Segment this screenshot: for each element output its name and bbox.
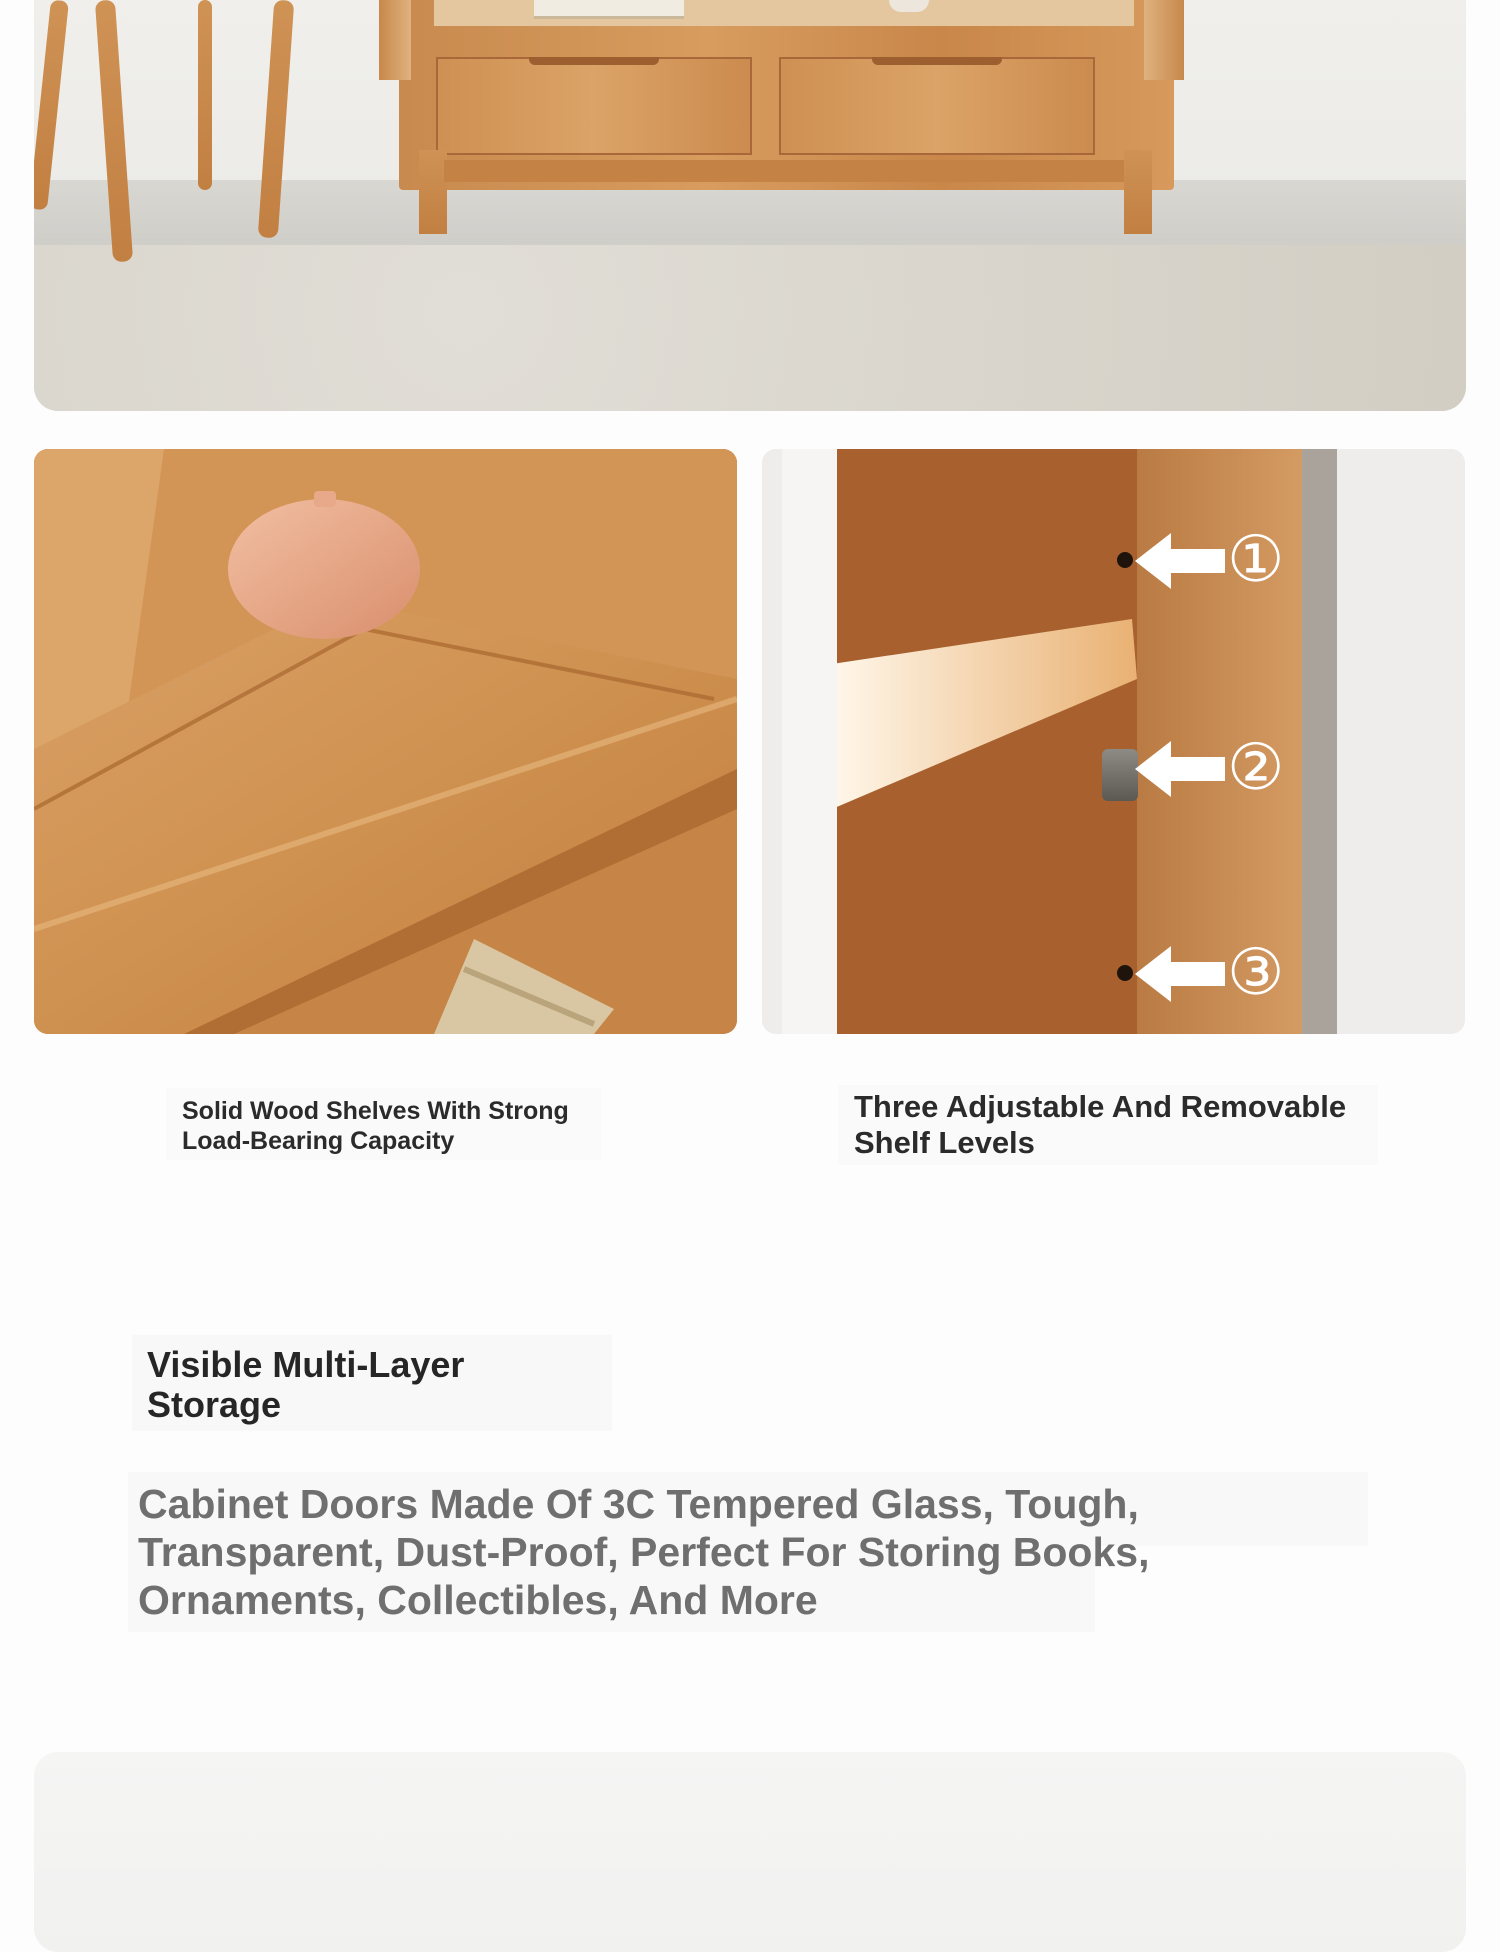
drawer-left xyxy=(436,57,752,155)
vase-base xyxy=(889,0,929,12)
stool-leg xyxy=(198,0,212,190)
floor xyxy=(34,180,1466,250)
arrow-left-icon xyxy=(1135,739,1230,804)
cabinet-leg xyxy=(1124,150,1152,234)
shelf-level-marker-1: ① xyxy=(1227,523,1285,597)
shelf-pin-hole xyxy=(1117,552,1133,568)
shelf-illustration xyxy=(34,449,737,1034)
section-description-block xyxy=(128,1472,1368,1632)
caption-shelf-levels: Three Adjustable And Removable Shelf Levels xyxy=(838,1085,1378,1165)
rug xyxy=(34,245,1466,411)
detail-photo-shelf-pins xyxy=(762,449,1465,1034)
drawer-right xyxy=(779,57,1095,155)
glass-door-right xyxy=(1144,0,1184,80)
product-photo-next xyxy=(34,1752,1466,1952)
arrow-left-icon xyxy=(1135,944,1230,1009)
stool-leg xyxy=(34,0,69,210)
cabinet-base-rail xyxy=(444,160,1124,182)
drawer-handle xyxy=(872,57,1002,65)
shelf-pin-bracket xyxy=(1102,749,1138,801)
arrow-left-icon xyxy=(1135,531,1230,596)
shelf-level-marker-2: ② xyxy=(1227,731,1285,805)
shelf-pins-illustration xyxy=(762,449,1465,1034)
shelf-pin-hole xyxy=(1117,965,1133,981)
product-photo-cabinet-base xyxy=(34,0,1466,411)
drawer-handle xyxy=(529,57,659,65)
caption-shelves: Solid Wood Shelves With Strong Load-Bearing Capacity xyxy=(166,1088,601,1160)
detail-photo-shelf xyxy=(34,449,737,1034)
books xyxy=(534,0,684,19)
section-title: Visible Multi-Layer Storage xyxy=(132,1335,612,1431)
shelf-level-marker-3: ③ xyxy=(1227,936,1285,1010)
glass-door-left xyxy=(379,0,411,80)
section-description: Cabinet Doors Made Of 3C Tempered Glass, Tough, Transparent, Dust-Proof, Perfect For Storing Books, Ornaments, Collectibles, And More xyxy=(128,1472,1368,1632)
cabinet-leg xyxy=(419,150,447,234)
